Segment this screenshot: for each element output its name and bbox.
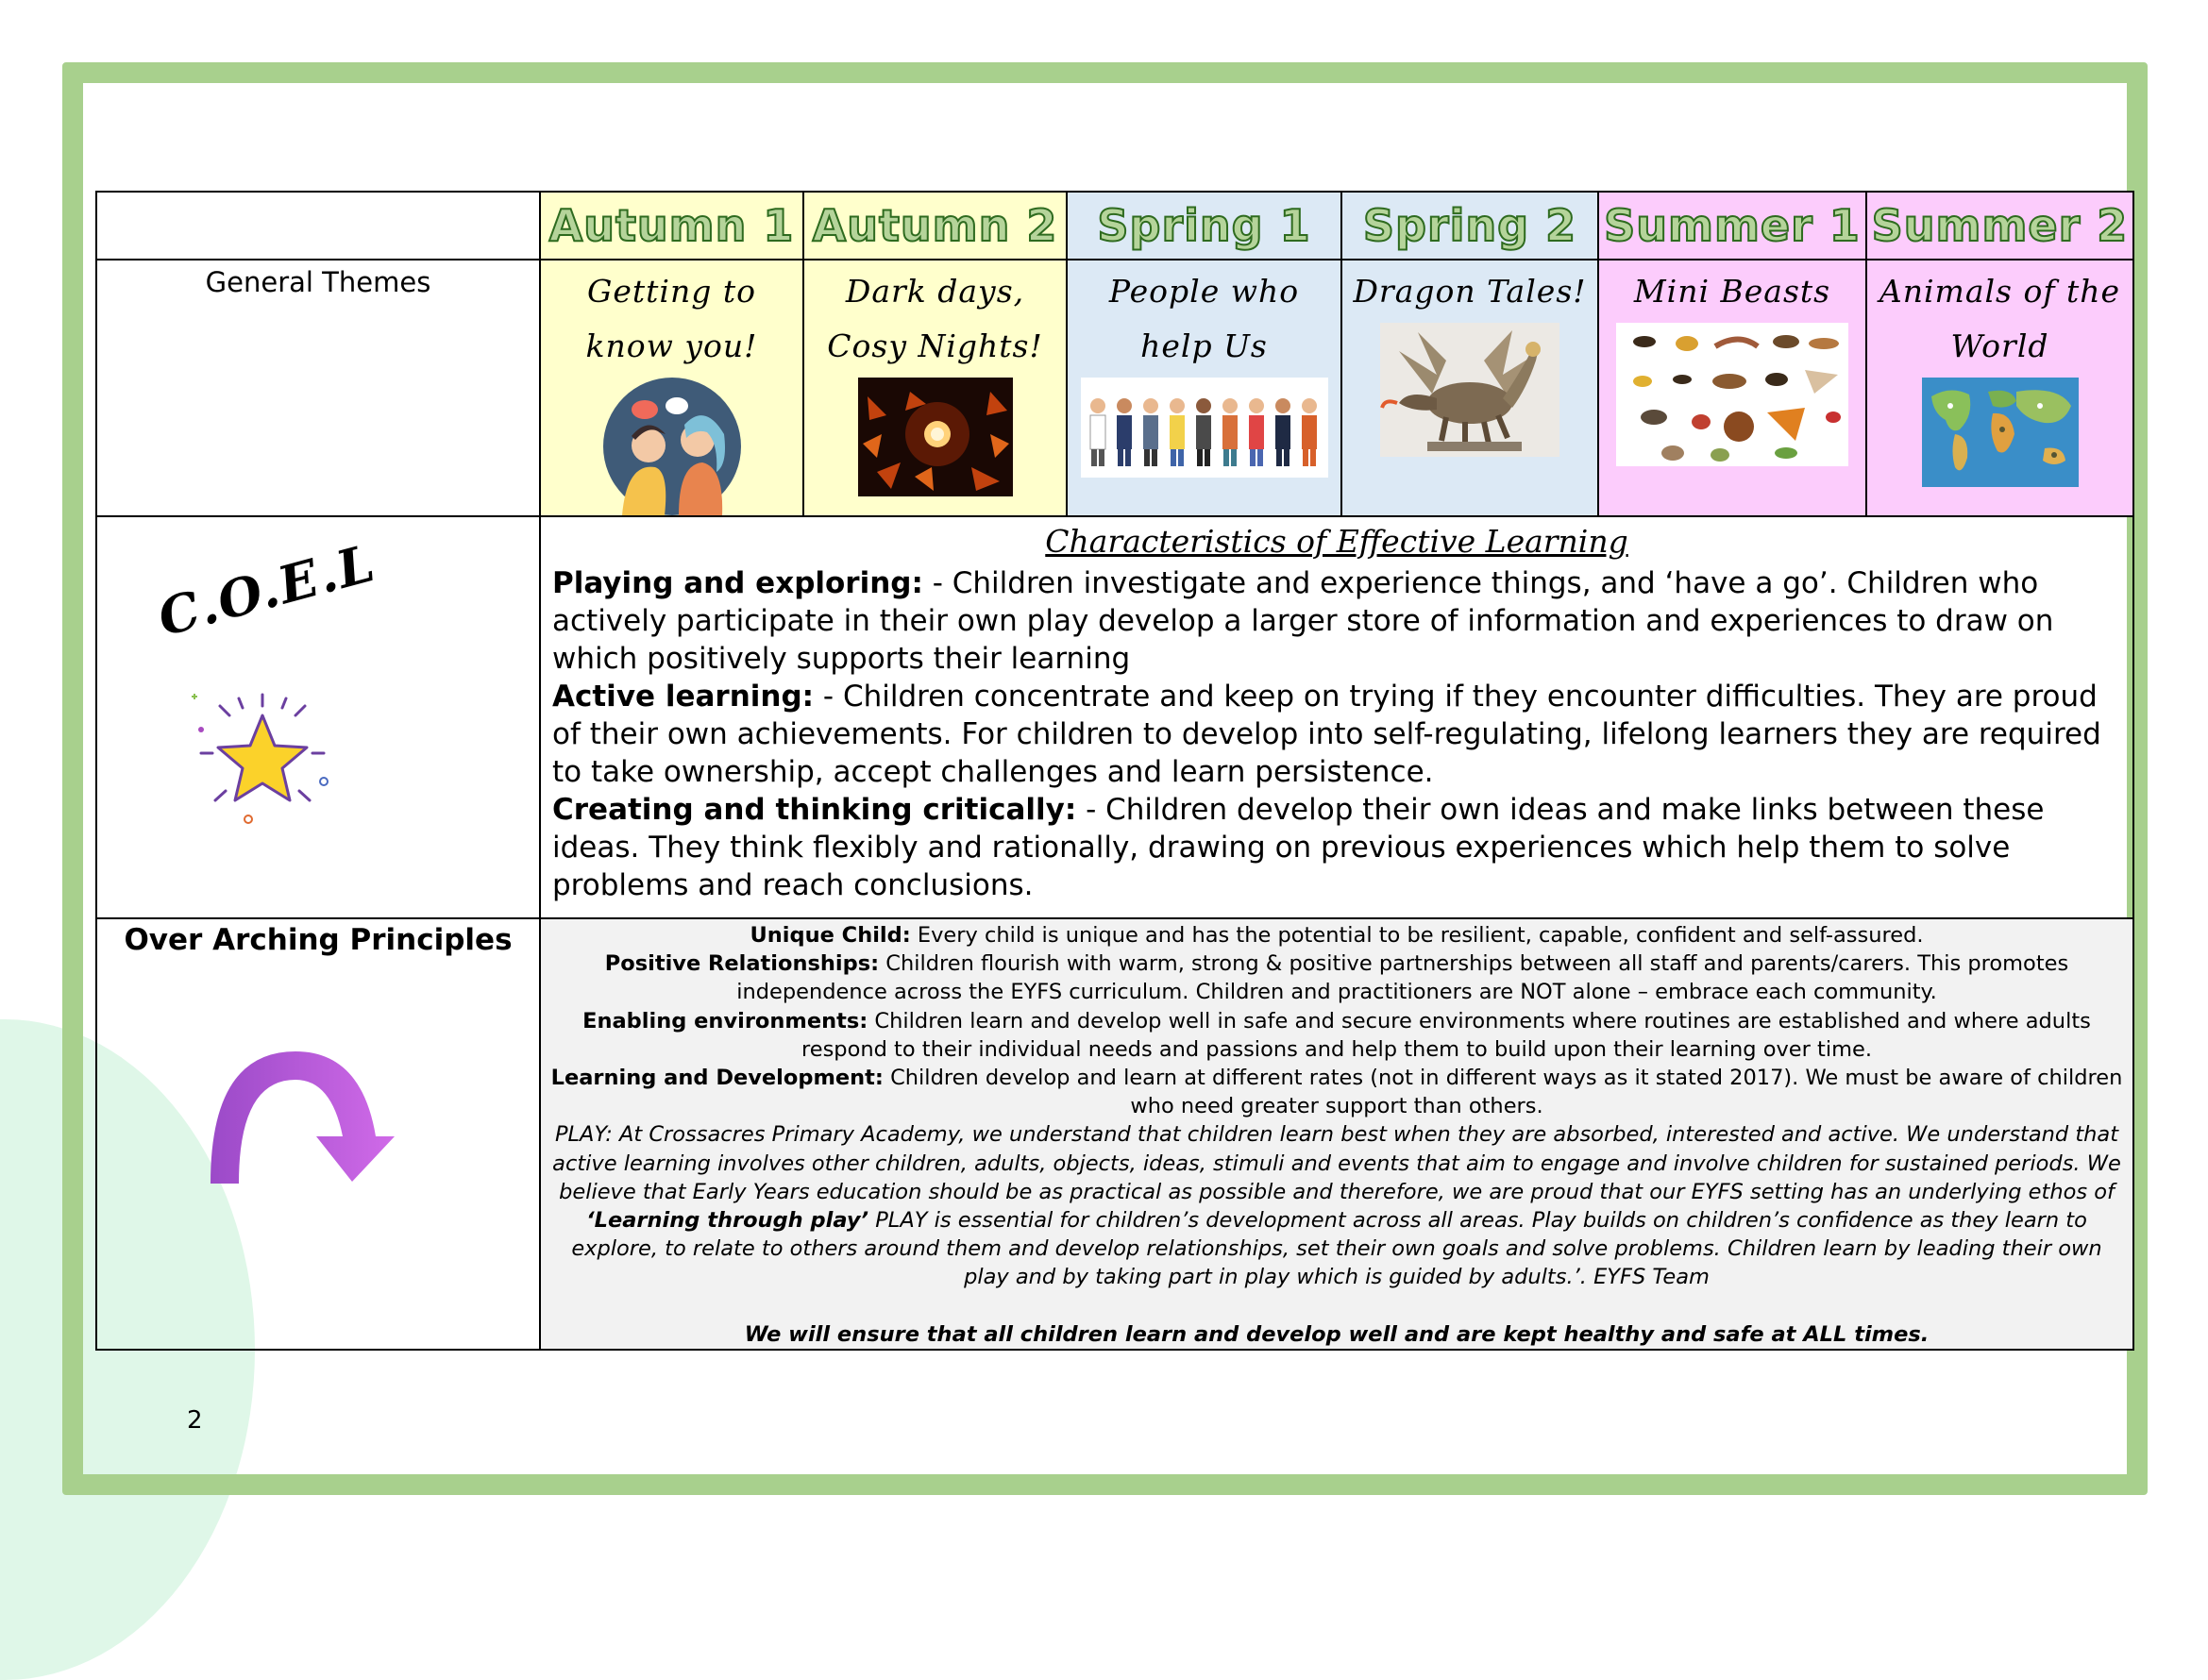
theme-autumn-1 <box>540 260 803 516</box>
play-emphasis: ‘Learning through play’ <box>586 1208 869 1234</box>
community-helpers-figures <box>1081 378 1328 478</box>
principle-text: Children flourish with warm, strong & positive partnerships between all staff and parents/carers. This promotes independence across the EYFS curriculum. Children and practitioners are NOT alone – embrace each community. <box>736 951 2069 1005</box>
theme-spring-2 <box>1341 260 1598 516</box>
theme-summer-1 <box>1598 260 1866 516</box>
theme-title-line: Getting to <box>587 273 756 310</box>
curriculum-table <box>95 191 2134 1351</box>
term-header-summer-2: Summer 2 <box>1866 192 2133 260</box>
principle-text: Every child is unique and has the potential to be resilient, capable, confident and self-assured. <box>910 923 1924 948</box>
minibeasts-collage <box>1616 323 1848 466</box>
principle-term: Positive Relationships: <box>604 951 880 977</box>
term-header-spring-1: Spring 1 <box>1067 192 1341 260</box>
closing-statement: We will ensure that all children learn and develop well and are kept healthy and safe at ALL times. <box>744 1321 1930 1347</box>
theme-autumn-2 <box>803 260 1067 516</box>
coel-content-cell <box>540 516 2133 918</box>
principle-positive-relationships <box>547 949 2127 1006</box>
lantern-in-leaves-photo <box>858 378 1013 496</box>
general-themes-label-cell <box>96 260 540 516</box>
general-themes-row <box>96 260 2133 516</box>
principles-content-cell <box>540 918 2133 1350</box>
theme-title-line: help Us <box>1140 328 1268 364</box>
theme-title-line: Animals of the <box>1879 273 2121 310</box>
coel-item-creating <box>552 791 2121 904</box>
page-number: 2 <box>187 1406 203 1435</box>
term-header-autumn-2: Autumn 2 <box>803 192 1067 260</box>
dragon-figure-photo <box>1380 323 1559 457</box>
principle-term: Enabling environments: <box>582 1008 868 1033</box>
theme-title-line: know you! <box>585 328 758 364</box>
principle-unique-child <box>547 921 2127 949</box>
principles-label: Over Arching Principles <box>124 923 513 957</box>
header-empty-cell <box>96 192 540 260</box>
term-header-spring-2: Spring 2 <box>1341 192 1598 260</box>
principle-term: Learning and Development: <box>550 1066 884 1091</box>
principle-enabling-environments <box>547 1007 2127 1064</box>
coel-term: Creating and thinking critically: <box>552 793 1077 827</box>
coel-row <box>96 516 2133 918</box>
coel-item-playing <box>552 564 2121 678</box>
term-header-autumn-1: Autumn 1 <box>540 192 803 260</box>
theme-title-line: People who <box>1108 273 1300 310</box>
principles-row <box>96 918 2133 1350</box>
theme-title-line: Dragon Tales! <box>1353 273 1587 310</box>
coel-text: - Children investigate and experience things, and ‘have a go’. Children who actively participate in their own play develop a larger store of information and experiences to draw on which positively supports their learning <box>552 566 2054 676</box>
coel-term: Playing and exploring: <box>552 566 923 600</box>
principle-text: Children learn and develop well in safe and secure environments where routines are established and where adults respond to their individual needs and passions and help them to build upon their learning over time. <box>801 1008 2091 1062</box>
play-text: PLAY: At Crossacres Primary Academy, we understand that children learn best when they are absorbed, interested and active. We understand that active learning involves other children, adults, objects, ideas, stimuli and events that aim to engage and involve children for sustained periods. We believe that Early Years education should be as practical as possible and therefore, we are proud that our EYFS setting has an underlying ethos of <box>552 1122 2121 1204</box>
animal-world-map <box>1922 378 2079 487</box>
theme-summer-2 <box>1866 260 2133 516</box>
coel-label: C.O.E.L <box>151 531 382 648</box>
theme-spring-1 <box>1067 260 1341 516</box>
principle-term: Unique Child: <box>750 923 911 948</box>
coel-label-cell <box>96 516 540 918</box>
general-themes-label: General Themes <box>205 266 431 298</box>
two-people-talking-icon <box>603 378 741 515</box>
principle-learning-development <box>547 1064 2127 1120</box>
star-sparkle-icon <box>182 687 343 829</box>
curved-arrow-icon <box>201 1042 428 1184</box>
coel-term: Active learning: <box>552 680 815 714</box>
play-statement <box>547 1120 2127 1291</box>
term-header-row <box>96 192 2133 260</box>
play-text: PLAY is essential for children’s development across all areas. Play builds on children’s confidence as they learn to explore, to relate to others around them and develop relationships, set their own goals and solve problems. Children learn by leading their own play and by taking part in play which is guided by adults.’. EYFS Team <box>571 1208 2102 1290</box>
coel-item-active <box>552 678 2121 791</box>
term-header-summer-1: Summer 1 <box>1598 192 1866 260</box>
coel-heading: Characteristics of Effective Learning <box>1045 523 1628 560</box>
coel-text: - Children develop their own ideas and make links between these ideas. They think flexibly and rationally, drawing on previous experiences which help them to solve problems and reach conclusions. <box>552 793 2045 902</box>
theme-title-line: Cosy Nights! <box>827 328 1043 364</box>
theme-title-line: Dark days, <box>845 273 1025 310</box>
theme-title-line: World <box>1950 328 2049 364</box>
theme-title-line: Mini Beasts <box>1633 273 1831 310</box>
principle-text: Children develop and learn at different rates (not in different ways as it stated 2017). We must be aware of children who need greater support than others. <box>883 1066 2123 1119</box>
coel-text: - Children concentrate and keep on trying if they encounter difficulties. They are proud of their own achievements. For children to develop into self-regulating, lifelong learners they are required to take ownership, accept challenges and learn persistence. <box>552 680 2101 789</box>
principles-label-cell <box>96 918 540 1350</box>
